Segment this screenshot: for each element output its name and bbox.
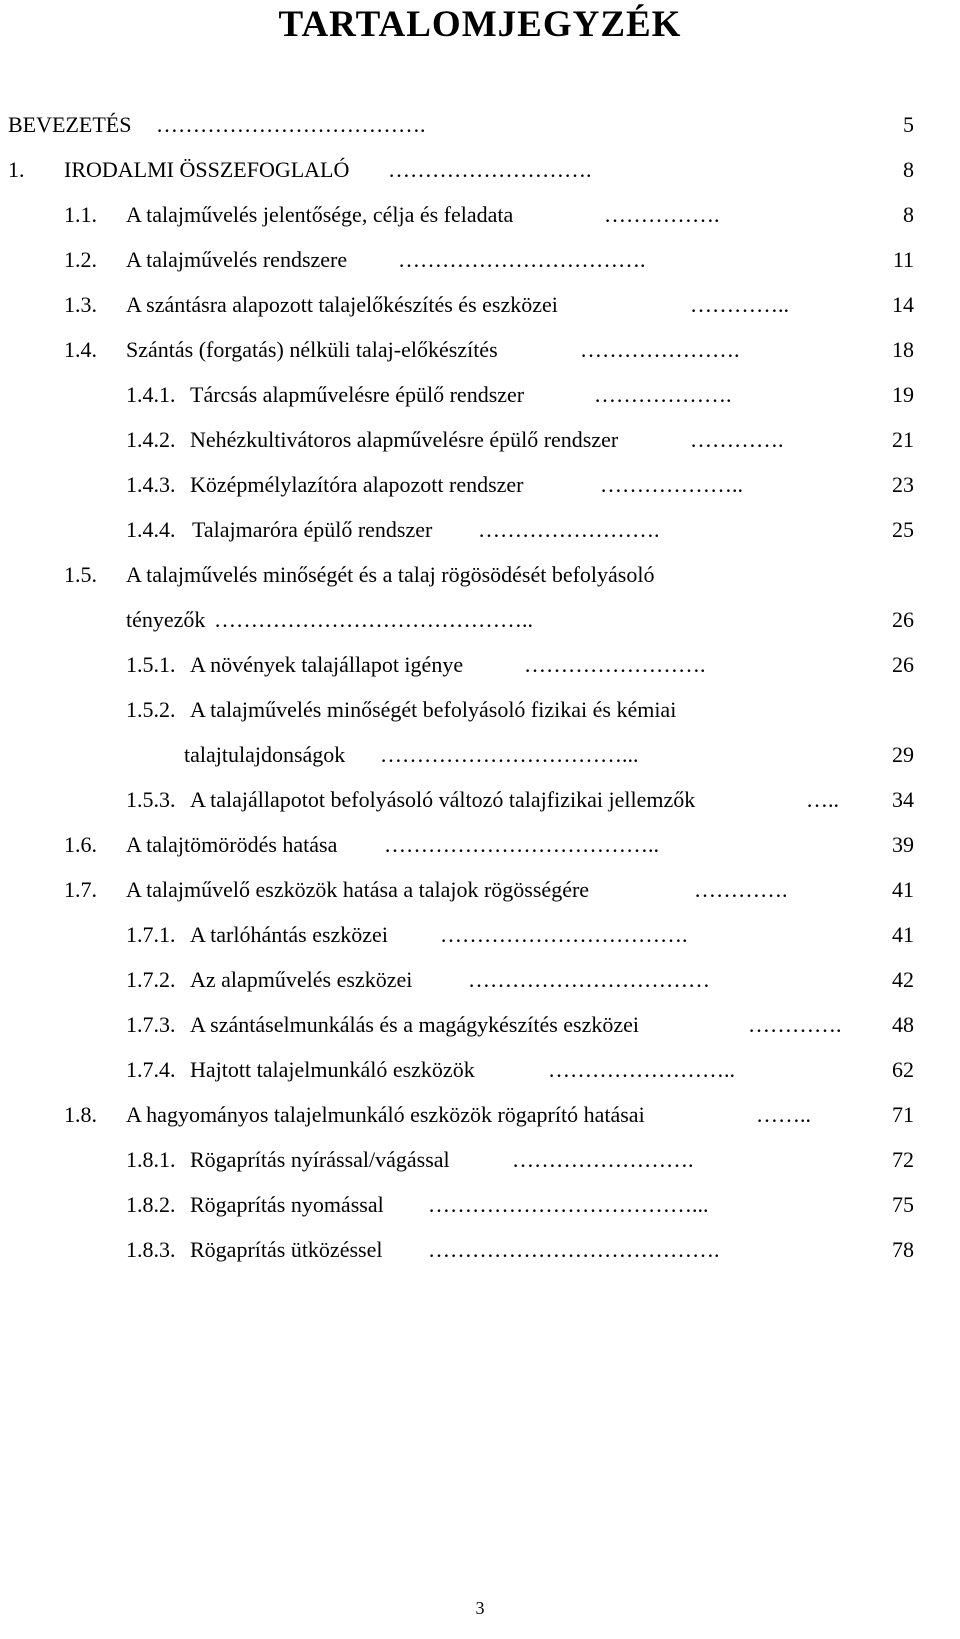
toc-entry-page: 42 [892, 967, 914, 992]
toc-entry-page: 71 [892, 1102, 914, 1127]
toc-leader-dots: …………. [748, 1012, 842, 1037]
toc-entry-page: 8 [903, 202, 914, 227]
toc-entry-1-4-3[interactable] [0, 465, 960, 505]
toc-leader-dots: ……………………………. [398, 247, 646, 272]
toc-entry-number: 1.7.1. [126, 922, 176, 947]
toc-entry-page: 41 [892, 877, 914, 902]
toc-entry-number: 1.7.2. [126, 967, 176, 992]
toc-leader-dots: …………. [694, 877, 788, 902]
toc-entry-number: 1.5.2. [126, 697, 176, 722]
toc-entry-1-4[interactable] [0, 330, 960, 370]
toc-entry-title: Nehézkultivátoros alapművelésre épülő rendszer [190, 427, 619, 452]
toc-entry-title: A talajművelés rendszere [126, 247, 348, 272]
toc-entry-page: 48 [892, 1012, 914, 1037]
toc-entry-number: 1.2. [64, 247, 97, 272]
toc-entry-title: A talajművelő eszközök hatása a talajok rögösségére [126, 877, 590, 902]
toc-entry-1[interactable] [0, 150, 960, 190]
toc-entry-number: 1.1. [64, 202, 97, 227]
toc-leader-dots: …………. [690, 427, 784, 452]
toc-entry-1-2[interactable] [0, 240, 960, 280]
toc-entry-number: 1.8.2. [126, 1192, 176, 1217]
toc-entry-title: Az alapművelés eszközei [190, 967, 413, 992]
toc-entry-page: 41 [892, 922, 914, 947]
toc-entry-number: 1.4.4. [126, 517, 176, 542]
toc-leader-dots: …………………………………….. [214, 607, 533, 632]
toc-entry-1-8[interactable] [0, 1095, 960, 1135]
toc-entry-page: 39 [892, 832, 914, 857]
toc-leader-dots: ……………………………. [440, 922, 688, 947]
toc-leader-dots: ……………………. [524, 652, 706, 677]
toc-leader-dots: ……………….. [600, 472, 743, 497]
toc-leader-dots: ……………………. [512, 1147, 694, 1172]
toc-entry-1-8-1[interactable] [0, 1140, 960, 1180]
toc-entry-number: 1.5.3. [126, 787, 176, 812]
toc-entry-title: BEVEZETÉS [8, 112, 132, 137]
toc-entry-title: Középmélylazítóra alapozott rendszer [190, 472, 524, 497]
toc-entry-1-5-2[interactable] [0, 690, 960, 730]
toc-entry-number: 1.7. [64, 877, 97, 902]
toc-entry-title: Rögaprítás nyírással/vágással [190, 1147, 450, 1172]
toc-entry-bevezetes[interactable] [0, 105, 960, 145]
toc-entry-title: Tárcsás alapművelésre épülő rendszer [190, 382, 525, 407]
toc-entry-number: 1.7.3. [126, 1012, 176, 1037]
toc-entry-number: 1.4. [64, 337, 97, 362]
toc-entry-title: A tarlóhántás eszközei [190, 922, 388, 947]
toc-entry-page: 78 [892, 1237, 914, 1262]
toc-entry-1-4-1[interactable] [0, 375, 960, 415]
toc-entry-1-4-4[interactable] [0, 510, 960, 550]
toc-entry-page: 19 [892, 382, 914, 407]
toc-entry-page: 75 [892, 1192, 914, 1217]
toc-entry-number: 1.4.1. [126, 382, 176, 407]
toc-entry-1-1[interactable] [0, 195, 960, 235]
toc-entry-number: 1.7.4. [126, 1057, 176, 1082]
toc-leader-dots: ……………………………... [380, 742, 639, 767]
toc-entry-title: A szántásra alapozott talajelőkészítés és eszközei [126, 292, 558, 317]
toc-entry-number: 1.8. [64, 1102, 97, 1127]
page-number: 3 [475, 1598, 485, 1618]
toc-entry-number: 1.5. [64, 562, 97, 587]
toc-entry-1-7-4[interactable] [0, 1050, 960, 1090]
toc-entry-1-5-cont[interactable] [0, 600, 960, 640]
toc-leader-dots: ………………. [594, 382, 732, 407]
toc-entry-title: A növények talajállapot igénye [190, 652, 464, 677]
toc-entry-title: A talajművelés jelentősége, célja és feladata [126, 202, 514, 227]
toc-entry-page: 18 [892, 337, 914, 362]
toc-entry-page: 72 [892, 1147, 914, 1172]
toc-leader-dots: ….. [806, 787, 839, 812]
toc-leader-dots: ………….. [690, 292, 789, 317]
toc-entry-1-8-2[interactable] [0, 1185, 960, 1225]
toc-entry-number: 1.4.3. [126, 472, 176, 497]
toc-leader-dots: ……………………. [478, 517, 660, 542]
toc-entry-page: 14 [892, 292, 914, 317]
toc-entry-page: 5 [903, 112, 914, 137]
toc-leader-dots: …………………………………. [428, 1237, 720, 1262]
toc-entry-title: Talajmaróra épülő rendszer [192, 517, 433, 542]
toc-entry-page: 11 [892, 247, 914, 272]
toc-leader-dots: …………………………… [468, 967, 710, 992]
toc-entry-page: 29 [892, 742, 914, 767]
toc-entry-title: A talajművelés minőségét befolyásoló fizikai és kémiai [190, 697, 677, 722]
toc-entry-1-6[interactable] [0, 825, 960, 865]
toc-entry-1-5-1[interactable] [0, 645, 960, 685]
toc-entry-title: Rögaprítás nyomással [190, 1192, 384, 1217]
toc-entry-title: A talajállapotot befolyásoló változó talajfizikai jellemzők [190, 787, 696, 812]
toc-entry-title: Rögaprítás ütközéssel [190, 1237, 383, 1262]
toc-entry-page: 26 [892, 607, 914, 632]
toc-entry-page: 62 [892, 1057, 914, 1082]
toc-leader-dots: ………………………………. [156, 112, 426, 137]
toc-leader-dots: …………………….. [548, 1057, 735, 1082]
toc-entry-1-7[interactable] [0, 870, 960, 910]
toc-entry-title: A talajművelés minőségét és a talaj rögösödését befolyásoló [126, 562, 655, 587]
toc-entry-title: A hagyományos talajelmunkáló eszközök rögaprító hatásai [126, 1102, 645, 1127]
toc-entry-1-7-3[interactable] [0, 1005, 960, 1045]
toc-leader-dots: ………………………. [388, 157, 592, 182]
toc-entry-1-7-2[interactable] [0, 960, 960, 1000]
toc-leader-dots: ………………………………... [428, 1192, 709, 1217]
toc-entry-1-5-2-cont[interactable] [0, 735, 960, 775]
toc-entry-number: 1.4.2. [126, 427, 176, 452]
toc-entry-title: talajtulajdonságok [184, 742, 346, 767]
toc-entry-title: A szántáselmunkálás és a magágykészítés eszközei [190, 1012, 640, 1037]
toc-entry-1-8-3[interactable] [0, 1230, 960, 1270]
toc-entry-page: 8 [903, 157, 914, 182]
toc-entry-page: 25 [892, 517, 914, 542]
toc-entry-number: 1.8.1. [126, 1147, 176, 1172]
toc-entry-1-3[interactable] [0, 285, 960, 325]
toc-entry-title: tényezők [126, 607, 206, 632]
toc-entry-page: 21 [892, 427, 914, 452]
toc-entry-page: 34 [892, 787, 914, 812]
toc-entry-title: IRODALMI ÖSSZEFOGLALÓ [64, 157, 350, 182]
toc-entry-1-7-1[interactable] [0, 915, 960, 955]
toc-leader-dots: …………………. [580, 337, 740, 362]
toc-entry-number: 1.8.3. [126, 1237, 176, 1262]
toc-entry-1-4-2[interactable] [0, 420, 960, 460]
toc-entry-title: Hajtott talajelmunkáló eszközök [190, 1057, 475, 1082]
toc-entry-page: 26 [892, 652, 914, 677]
toc-entry-1-5[interactable] [0, 555, 960, 595]
toc-entry-number: 1.6. [64, 832, 97, 857]
toc-entry-number: 1. [8, 157, 25, 182]
toc-leader-dots: …….. [756, 1102, 811, 1127]
page-title: TARTALOMJEGYZÉK [278, 4, 682, 45]
toc-entry-page: 23 [892, 472, 914, 497]
toc-leader-dots: ……………. [604, 202, 720, 227]
toc-entry-title: A talajtömörödés hatása [126, 832, 338, 857]
toc-entry-number: 1.5.1. [126, 652, 176, 677]
toc-entry-1-5-3[interactable] [0, 780, 960, 820]
toc-entry-title: Szántás (forgatás) nélküli talaj-előkészítés [126, 337, 498, 362]
toc-entry-number: 1.3. [64, 292, 97, 317]
toc-leader-dots: ……………………………….. [384, 832, 659, 857]
